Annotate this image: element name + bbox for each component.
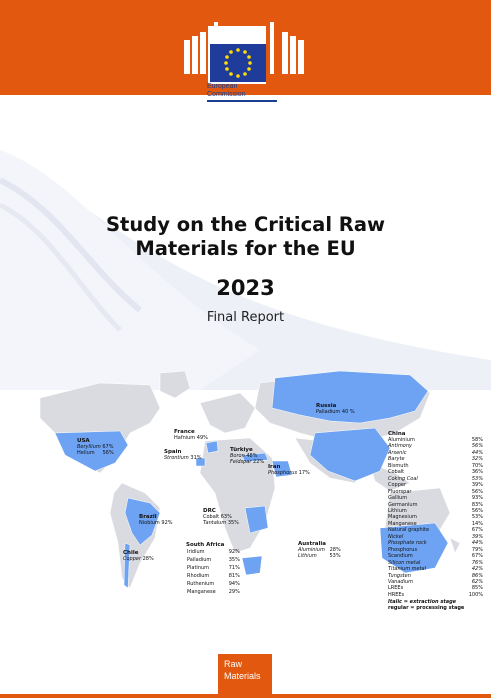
drc-value-1: 63% xyxy=(220,514,232,520)
turkiye-label xyxy=(230,447,264,465)
brazil-name: Brazil xyxy=(139,514,157,520)
china-material: Scandium xyxy=(388,553,413,560)
iran-value-1: 17% xyxy=(298,470,310,476)
china-value: 44% xyxy=(471,449,483,456)
drc-material-1: Cobalt xyxy=(203,514,220,520)
brazil-value-1: 92% xyxy=(161,520,173,526)
china-material: Vanadium xyxy=(388,578,413,585)
china-value: 93% xyxy=(471,495,483,502)
usa-material-1: Beryllium xyxy=(77,444,101,450)
iran-name: Iran xyxy=(268,464,281,470)
brazil-label xyxy=(139,514,173,526)
sa-value-4: 81% xyxy=(228,573,240,579)
sa-value-1: 92% xyxy=(228,549,240,555)
china-material: Silicon metal xyxy=(388,559,421,566)
france-value-1: 49% xyxy=(196,435,208,441)
china-value: 53% xyxy=(471,475,483,482)
china-value: 86% xyxy=(471,572,483,579)
russia-value-1: 40 % xyxy=(341,409,355,415)
china-material: Antimony xyxy=(388,443,412,450)
usa-material-2: Helium xyxy=(77,450,95,456)
china-value: 67% xyxy=(471,553,483,560)
china-material: Copper xyxy=(388,482,407,489)
china-material: Aluminium xyxy=(388,437,415,443)
china-value: 39% xyxy=(471,482,483,489)
australia-material-2: Lithium xyxy=(298,553,317,559)
chile-label xyxy=(123,550,154,562)
chile-name: Chile xyxy=(123,550,139,556)
china-value: 58% xyxy=(471,437,483,443)
china-material: Phosphate rock xyxy=(388,540,427,547)
chile-material-1: Copper xyxy=(123,556,142,562)
iran-label xyxy=(268,464,310,476)
drc-name: DRC xyxy=(203,508,216,514)
chile-value-1: 28% xyxy=(142,556,154,562)
iran-material-1: Phosphorus xyxy=(268,470,298,476)
report-title xyxy=(0,213,491,261)
china-material: HREEs xyxy=(388,591,405,598)
china-value: 36% xyxy=(471,469,483,476)
logo-line-1: European xyxy=(207,83,238,90)
turkiye-value-1: 48% xyxy=(246,453,258,459)
australia-label xyxy=(298,541,341,559)
china-material: Coking Coal xyxy=(388,475,418,482)
france-name: France xyxy=(174,429,195,435)
china-value: 62% xyxy=(471,578,483,585)
russia-label xyxy=(316,403,355,415)
drc-label xyxy=(203,508,239,526)
spain-material-1: Strontium xyxy=(164,455,189,461)
france-material-1: Hafnium xyxy=(174,435,196,441)
china-material: Phosphorus xyxy=(388,546,418,553)
sa-material-5: Ruthenium xyxy=(187,581,215,587)
report-year: 2023 xyxy=(216,276,275,300)
sa-material-2: Palladium xyxy=(187,557,212,563)
china-value: 56% xyxy=(471,507,483,514)
china-value: 100% xyxy=(468,591,483,598)
south-africa-name: South Africa xyxy=(186,542,225,548)
france-label xyxy=(174,429,208,441)
china-value: 56% xyxy=(471,443,483,450)
china-material: Lithium xyxy=(388,507,407,514)
drc-material-2: Tantalum xyxy=(203,520,227,526)
china-row xyxy=(388,592,483,598)
china-value: 14% xyxy=(471,520,483,527)
china-value: 85% xyxy=(471,585,483,592)
australia-name: Australia xyxy=(298,541,326,547)
australia-value-2: 53% xyxy=(329,553,341,559)
china-material: Manganese xyxy=(388,520,417,527)
sa-material-4: Rhodium xyxy=(187,573,210,579)
title-line-2: Materials for the EU xyxy=(135,237,356,260)
china-material: Germanium xyxy=(388,501,418,508)
sa-material-1: Iridium xyxy=(187,549,205,555)
usa-value-2: 56% xyxy=(102,450,114,456)
china-material: Natural graphite xyxy=(388,527,430,534)
spain-label xyxy=(164,449,202,461)
russia-material-1: Palladium xyxy=(316,409,341,415)
china-material: Titanium metal xyxy=(388,566,427,573)
china-value: 79% xyxy=(471,546,483,553)
china-value: 56% xyxy=(471,488,483,495)
legend-italic: Italic = extraction stage xyxy=(388,599,457,606)
china-value: 44% xyxy=(471,540,483,547)
china-material: Bismuth xyxy=(388,462,409,469)
sa-material-6: Manganese xyxy=(187,589,216,595)
russia-name: Russia xyxy=(316,403,337,409)
badge-line-2: Materials xyxy=(224,671,261,681)
south-africa-label xyxy=(186,542,241,596)
sa-value-5: 94% xyxy=(228,581,240,587)
china-value: 70% xyxy=(471,462,483,469)
china-material: Cobalt xyxy=(388,469,405,476)
china-name: China xyxy=(388,431,406,437)
sa-material-3: Platinum xyxy=(187,565,210,571)
china-material: Arsenic xyxy=(388,449,407,456)
title-line-1: Study on the Critical Raw xyxy=(106,213,385,236)
badge-line-1: Raw xyxy=(224,659,243,669)
sa-value-2: 35% xyxy=(228,557,240,563)
sa-value-3: 71% xyxy=(228,565,240,571)
australia-value-1: 28% xyxy=(329,547,341,553)
spain-value-1: 31% xyxy=(190,455,202,461)
legend-regular: regular = processing stage xyxy=(388,605,465,612)
usa-label xyxy=(77,438,114,456)
raw-materials-badge xyxy=(218,654,272,698)
usa-value-1: 67% xyxy=(102,444,114,450)
china-value: 76% xyxy=(471,559,483,566)
turkiye-name: Türkiye xyxy=(230,447,253,453)
china-value: 67% xyxy=(471,527,483,534)
usa-name: USA xyxy=(77,438,90,444)
turkiye-material-2: Feldspar xyxy=(230,459,252,465)
china-value: 42% xyxy=(471,566,483,573)
turkiye-value-2: 22% xyxy=(253,459,265,465)
australia-material-1: Aluminium xyxy=(298,547,325,553)
turkiye-material-1: Boron xyxy=(230,453,245,459)
china-material: LREEs xyxy=(388,585,404,592)
report-subtitle: Final Report xyxy=(206,310,285,325)
china-value: 53% xyxy=(471,514,483,521)
china-table xyxy=(388,431,483,611)
china-material: Gallium xyxy=(388,495,408,502)
china-value: 32% xyxy=(471,456,483,463)
spain-name: Spain xyxy=(164,449,182,455)
background-swoosh xyxy=(0,150,491,390)
china-material: Tungsten xyxy=(388,572,411,579)
logo-text xyxy=(207,83,277,102)
brazil-material-1: Niobium xyxy=(139,520,160,526)
china-material: Nickel xyxy=(388,533,404,540)
drc-value-2: 35% xyxy=(227,520,239,526)
china-material: Baryte xyxy=(388,456,405,463)
south-africa-table xyxy=(186,548,241,596)
china-material: Magnesium xyxy=(388,514,417,521)
china-material: Fluorspar xyxy=(388,488,412,495)
china-value: 83% xyxy=(471,501,483,508)
sa-value-6: 29% xyxy=(228,589,240,595)
china-value: 39% xyxy=(471,533,483,540)
logo-line-2: Commission xyxy=(207,91,246,98)
